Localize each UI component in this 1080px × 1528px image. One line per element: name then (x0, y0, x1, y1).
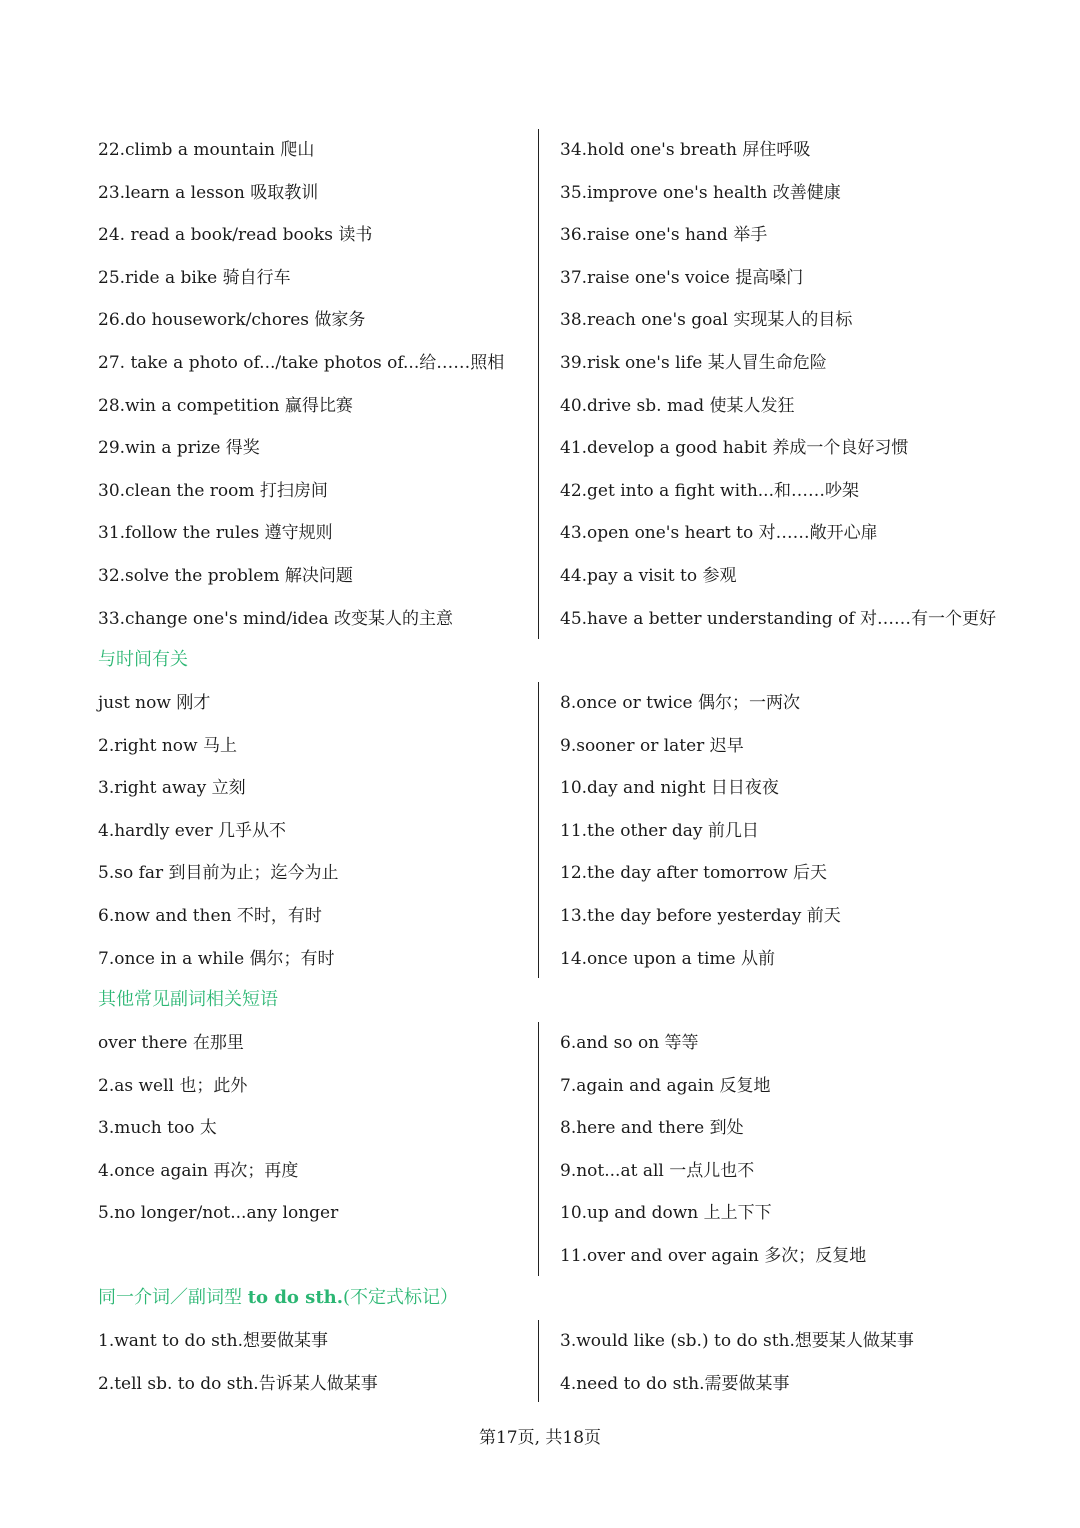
phrase-item: 24. read a book/read books 读书 (98, 225, 373, 246)
column-divider (538, 129, 539, 639)
page-number: 第17页, 共18页 (478, 1428, 602, 1448)
phrase-section-time (0, 682, 1080, 980)
phrase-item: 39.risk one's life 某人冒生命危险 (560, 352, 827, 373)
phrase-item: 9.not...at all 一点儿也不 (560, 1160, 755, 1181)
phrase-item: 13.the day before yesterday 前天 (560, 905, 841, 926)
phrase-list-right (560, 1320, 1000, 1405)
phrase-item: 27. take a photo of.../take photos of...给……照相 (98, 352, 505, 373)
phrase-list-left (98, 1320, 528, 1405)
phrase-item: 25.ride a bike 骑自行车 (98, 267, 291, 288)
phrase-item: 12.the day after tomorrow 后天 (560, 863, 828, 884)
phrase-item: 32.solve the problem 解决问题 (98, 565, 353, 586)
phrase-section-infinitive (0, 1320, 1080, 1406)
phrase-item: 5.no longer/not...any longer (98, 1203, 339, 1224)
phrase-item: 11.over and over again 多次；反复地 (560, 1245, 867, 1266)
heading-text: 同一介词／副词型 (98, 1287, 248, 1308)
phrase-item: 37.raise one's voice 提高嗓门 (560, 267, 804, 288)
phrase-item: 7.again and again 反复地 (560, 1075, 771, 1096)
phrase-item: 28.win a competition 赢得比赛 (98, 395, 353, 416)
phrase-item: 31.follow the rules 遵守规则 (98, 523, 333, 544)
phrase-section-adverbs (0, 1022, 1080, 1278)
section-heading-infinitive (98, 1286, 458, 1310)
phrase-item: 33.change one's mind/idea 改变某人的主意 (98, 608, 454, 629)
phrase-item: 22.climb a mountain 爬山 (98, 140, 315, 160)
phrase-item: 3.would like (sb.) to do sth.想要某人做某事 (560, 1331, 914, 1351)
phrase-item: 8.here and there 到处 (560, 1118, 744, 1139)
phrase-list-left (98, 1022, 528, 1235)
heading-text: (不定式标记） (342, 1287, 459, 1308)
phrase-item: 41.develop a good habit 养成一个良好习惯 (560, 438, 909, 459)
heading-bold-text: to do sth. (247, 1287, 343, 1308)
phrase-item: 2.tell sb. to do sth.告诉某人做某事 (98, 1373, 378, 1394)
phrase-list-right (560, 129, 1000, 640)
phrase-item: 42.get into a fight with...和……吵架 (560, 480, 859, 501)
phrase-item: 14.once upon a time 从前 (560, 948, 776, 969)
phrase-item: 10.day and night 日日夜夜 (560, 778, 779, 799)
phrase-item: 44.pay a visit to 参观 (560, 565, 737, 586)
phrase-section-activities (0, 129, 1080, 641)
column-divider (538, 1022, 539, 1276)
phrase-item: over there 在那里 (98, 1033, 244, 1053)
phrase-item: 23.learn a lesson 吸取教训 (98, 182, 319, 203)
section-heading-adverbs: 其他常见副词相关短语 (98, 989, 278, 1010)
phrase-item: 3.right away 立刻 (98, 778, 246, 799)
phrase-list-right (560, 682, 1000, 980)
phrase-item: 9.sooner or later 迟早 (560, 735, 744, 756)
phrase-item: 4.once again 再次；再度 (98, 1160, 299, 1181)
phrase-item: 38.reach one's goal 实现某人的目标 (560, 310, 853, 331)
phrase-list-right (560, 1022, 1000, 1278)
phrase-item: just now 刚才 (98, 693, 211, 713)
phrase-item: 4.need to do sth.需要做某事 (560, 1373, 790, 1394)
phrase-item: 3.much too 太 (98, 1118, 217, 1139)
phrase-item: 1.want to do sth.想要做某事 (98, 1331, 328, 1351)
phrase-item: 34.hold one's breath 屏住呼吸 (560, 140, 811, 160)
phrase-item: 5.so far 到目前为止；迄今为止 (98, 863, 339, 884)
phrase-item: 10.up and down 上上下下 (560, 1203, 772, 1224)
phrase-item: 4.hardly ever 几乎从不 (98, 820, 287, 841)
section-heading-time: 与时间有关 (98, 649, 188, 670)
column-divider (538, 682, 539, 978)
phrase-list-left (98, 682, 528, 980)
phrase-item: 45.have a better understanding of 对……有一个更好 (560, 608, 997, 629)
phrase-item: 26.do housework/chores 做家务 (98, 310, 366, 331)
phrase-list-left (98, 129, 528, 640)
phrase-item: 35.improve one's health 改善健康 (560, 182, 841, 203)
phrase-item: 8.once or twice 偶尔；一两次 (560, 693, 800, 713)
phrase-item: 11.the other day 前几日 (560, 820, 759, 841)
phrase-item: 2.as well 也；此外 (98, 1075, 248, 1096)
phrase-item: 7.once in a while 偶尔；有时 (98, 948, 335, 969)
phrase-item: 2.right now 马上 (98, 735, 237, 756)
column-divider (538, 1320, 539, 1402)
phrase-item: 6.now and then 不时，有时 (98, 905, 322, 926)
phrase-item: 43.open one's heart to 对……敞开心扉 (560, 523, 878, 544)
phrase-item: 29.win a prize 得奖 (98, 438, 260, 459)
phrase-item: 30.clean the room 打扫房间 (98, 480, 328, 501)
phrase-item: 40.drive sb. mad 使某人发狂 (560, 395, 795, 416)
phrase-item: 6.and so on 等等 (560, 1033, 699, 1053)
phrase-item: 36.raise one's hand 举手 (560, 225, 768, 246)
